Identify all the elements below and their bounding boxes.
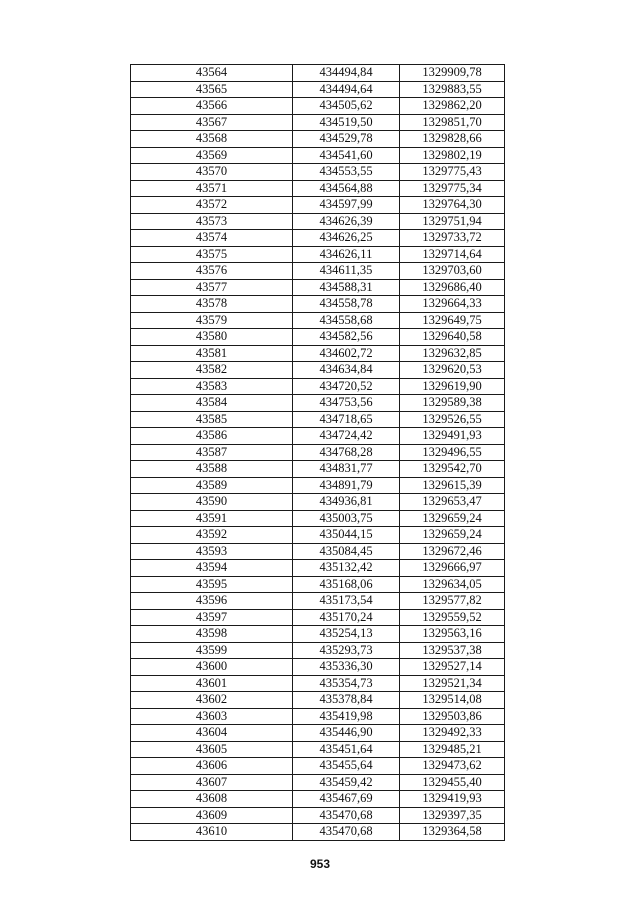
y-coordinate-cell: 1329492,33 <box>400 725 505 742</box>
x-coordinate-cell: 435470,68 <box>293 824 400 841</box>
point-number-cell: 43600 <box>131 659 293 676</box>
table-row <box>131 98 505 115</box>
table-row <box>131 791 505 808</box>
x-coordinate-cell: 435336,30 <box>293 659 400 676</box>
y-coordinate-cell: 1329397,35 <box>400 807 505 824</box>
table-row <box>131 81 505 98</box>
y-coordinate-cell: 1329514,08 <box>400 692 505 709</box>
point-number-cell: 43603 <box>131 708 293 725</box>
x-coordinate-cell: 435354,73 <box>293 675 400 692</box>
y-coordinate-cell: 1329503,86 <box>400 708 505 725</box>
point-number-cell: 43601 <box>131 675 293 692</box>
y-coordinate-cell: 1329649,75 <box>400 312 505 329</box>
x-coordinate-cell: 434519,50 <box>293 114 400 131</box>
coordinates-table <box>130 64 505 841</box>
table-row <box>131 230 505 247</box>
point-number-cell: 43566 <box>131 98 293 115</box>
y-coordinate-cell: 1329653,47 <box>400 494 505 511</box>
coordinates-table-body <box>131 65 505 841</box>
y-coordinate-cell: 1329537,38 <box>400 642 505 659</box>
x-coordinate-cell: 434936,81 <box>293 494 400 511</box>
x-coordinate-cell: 434626,25 <box>293 230 400 247</box>
x-coordinate-cell: 434597,99 <box>293 197 400 214</box>
point-number-cell: 43602 <box>131 692 293 709</box>
point-number-cell: 43577 <box>131 279 293 296</box>
table-row <box>131 378 505 395</box>
x-coordinate-cell: 435170,24 <box>293 609 400 626</box>
table-row <box>131 147 505 164</box>
table-row <box>131 461 505 478</box>
x-coordinate-cell: 435467,69 <box>293 791 400 808</box>
x-coordinate-cell: 434602,72 <box>293 345 400 362</box>
point-number-cell: 43604 <box>131 725 293 742</box>
x-coordinate-cell: 435446,90 <box>293 725 400 742</box>
table-row <box>131 312 505 329</box>
table-row <box>131 659 505 676</box>
point-number-cell: 43590 <box>131 494 293 511</box>
point-number-cell: 43568 <box>131 131 293 148</box>
x-coordinate-cell: 435451,64 <box>293 741 400 758</box>
y-coordinate-cell: 1329883,55 <box>400 81 505 98</box>
table-row <box>131 345 505 362</box>
x-coordinate-cell: 435254,13 <box>293 626 400 643</box>
point-number-cell: 43578 <box>131 296 293 313</box>
point-number-cell: 43609 <box>131 807 293 824</box>
point-number-cell: 43583 <box>131 378 293 395</box>
table-row <box>131 263 505 280</box>
y-coordinate-cell: 1329802,19 <box>400 147 505 164</box>
table-row <box>131 725 505 742</box>
point-number-cell: 43607 <box>131 774 293 791</box>
y-coordinate-cell: 1329775,34 <box>400 180 505 197</box>
point-number-cell: 43572 <box>131 197 293 214</box>
y-coordinate-cell: 1329666,97 <box>400 560 505 577</box>
point-number-cell: 43581 <box>131 345 293 362</box>
y-coordinate-cell: 1329764,30 <box>400 197 505 214</box>
point-number-cell: 43606 <box>131 758 293 775</box>
x-coordinate-cell: 434564,88 <box>293 180 400 197</box>
point-number-cell: 43593 <box>131 543 293 560</box>
point-number-cell: 43591 <box>131 510 293 527</box>
point-number-cell: 43584 <box>131 395 293 412</box>
point-number-cell: 43570 <box>131 164 293 181</box>
table-row <box>131 576 505 593</box>
table-row <box>131 510 505 527</box>
table-row <box>131 180 505 197</box>
x-coordinate-cell: 434529,78 <box>293 131 400 148</box>
point-number-cell: 43589 <box>131 477 293 494</box>
page-number: 953 <box>309 857 331 871</box>
point-number-cell: 43569 <box>131 147 293 164</box>
x-coordinate-cell: 434768,28 <box>293 444 400 461</box>
table-row <box>131 246 505 263</box>
x-coordinate-cell: 434720,52 <box>293 378 400 395</box>
y-coordinate-cell: 1329491,93 <box>400 428 505 445</box>
table-row <box>131 164 505 181</box>
point-number-cell: 43580 <box>131 329 293 346</box>
table-row <box>131 477 505 494</box>
y-coordinate-cell: 1329364,58 <box>400 824 505 841</box>
table-row <box>131 395 505 412</box>
x-coordinate-cell: 435173,54 <box>293 593 400 610</box>
y-coordinate-cell: 1329862,20 <box>400 98 505 115</box>
point-number-cell: 43582 <box>131 362 293 379</box>
y-coordinate-cell: 1329828,66 <box>400 131 505 148</box>
y-coordinate-cell: 1329521,34 <box>400 675 505 692</box>
x-coordinate-cell: 435293,73 <box>293 642 400 659</box>
table-row <box>131 494 505 511</box>
table-row <box>131 626 505 643</box>
y-coordinate-cell: 1329615,39 <box>400 477 505 494</box>
point-number-cell: 43565 <box>131 81 293 98</box>
y-coordinate-cell: 1329714,64 <box>400 246 505 263</box>
point-number-cell: 43586 <box>131 428 293 445</box>
y-coordinate-cell: 1329686,40 <box>400 279 505 296</box>
y-coordinate-cell: 1329527,14 <box>400 659 505 676</box>
table-row <box>131 213 505 230</box>
table-row <box>131 444 505 461</box>
table-row <box>131 279 505 296</box>
x-coordinate-cell: 434494,84 <box>293 65 400 82</box>
table-row <box>131 741 505 758</box>
x-coordinate-cell: 434718,65 <box>293 411 400 428</box>
point-number-cell: 43585 <box>131 411 293 428</box>
y-coordinate-cell: 1329733,72 <box>400 230 505 247</box>
point-number-cell: 43599 <box>131 642 293 659</box>
y-coordinate-cell: 1329496,55 <box>400 444 505 461</box>
x-coordinate-cell: 435003,75 <box>293 510 400 527</box>
x-coordinate-cell: 435132,42 <box>293 560 400 577</box>
table-row <box>131 609 505 626</box>
point-number-cell: 43576 <box>131 263 293 280</box>
table-row <box>131 411 505 428</box>
point-number-cell: 43564 <box>131 65 293 82</box>
point-number-cell: 43571 <box>131 180 293 197</box>
x-coordinate-cell: 435378,84 <box>293 692 400 709</box>
table-row <box>131 131 505 148</box>
point-number-cell: 43587 <box>131 444 293 461</box>
x-coordinate-cell: 434494,64 <box>293 81 400 98</box>
point-number-cell: 43598 <box>131 626 293 643</box>
point-number-cell: 43579 <box>131 312 293 329</box>
y-coordinate-cell: 1329473,62 <box>400 758 505 775</box>
y-coordinate-cell: 1329542,70 <box>400 461 505 478</box>
x-coordinate-cell: 434634,84 <box>293 362 400 379</box>
x-coordinate-cell: 434891,79 <box>293 477 400 494</box>
point-number-cell: 43608 <box>131 791 293 808</box>
x-coordinate-cell: 434541,60 <box>293 147 400 164</box>
table-row <box>131 197 505 214</box>
table-row <box>131 758 505 775</box>
table-row <box>131 642 505 659</box>
x-coordinate-cell: 434505,62 <box>293 98 400 115</box>
y-coordinate-cell: 1329634,05 <box>400 576 505 593</box>
table-row <box>131 527 505 544</box>
y-coordinate-cell: 1329620,53 <box>400 362 505 379</box>
y-coordinate-cell: 1329659,24 <box>400 527 505 544</box>
y-coordinate-cell: 1329659,24 <box>400 510 505 527</box>
point-number-cell: 43595 <box>131 576 293 593</box>
table-row <box>131 708 505 725</box>
table-row <box>131 824 505 841</box>
x-coordinate-cell: 434724,42 <box>293 428 400 445</box>
y-coordinate-cell: 1329455,40 <box>400 774 505 791</box>
point-number-cell: 43588 <box>131 461 293 478</box>
table-row <box>131 593 505 610</box>
table-row <box>131 807 505 824</box>
x-coordinate-cell: 434582,56 <box>293 329 400 346</box>
x-coordinate-cell: 434553,55 <box>293 164 400 181</box>
y-coordinate-cell: 1329703,60 <box>400 263 505 280</box>
y-coordinate-cell: 1329632,85 <box>400 345 505 362</box>
y-coordinate-cell: 1329640,58 <box>400 329 505 346</box>
x-coordinate-cell: 434753,56 <box>293 395 400 412</box>
x-coordinate-cell: 435168,06 <box>293 576 400 593</box>
x-coordinate-cell: 434558,78 <box>293 296 400 313</box>
point-number-cell: 43574 <box>131 230 293 247</box>
y-coordinate-cell: 1329526,55 <box>400 411 505 428</box>
point-number-cell: 43567 <box>131 114 293 131</box>
y-coordinate-cell: 1329851,70 <box>400 114 505 131</box>
x-coordinate-cell: 434626,11 <box>293 246 400 263</box>
x-coordinate-cell: 435459,42 <box>293 774 400 791</box>
point-number-cell: 43596 <box>131 593 293 610</box>
y-coordinate-cell: 1329485,21 <box>400 741 505 758</box>
table-row <box>131 329 505 346</box>
x-coordinate-cell: 435470,68 <box>293 807 400 824</box>
y-coordinate-cell: 1329563,16 <box>400 626 505 643</box>
table-row <box>131 296 505 313</box>
x-coordinate-cell: 435084,45 <box>293 543 400 560</box>
x-coordinate-cell: 434831,77 <box>293 461 400 478</box>
y-coordinate-cell: 1329909,78 <box>400 65 505 82</box>
table-row <box>131 774 505 791</box>
point-number-cell: 43573 <box>131 213 293 230</box>
y-coordinate-cell: 1329751,94 <box>400 213 505 230</box>
point-number-cell: 43597 <box>131 609 293 626</box>
table-row <box>131 362 505 379</box>
y-coordinate-cell: 1329559,52 <box>400 609 505 626</box>
point-number-cell: 43594 <box>131 560 293 577</box>
point-number-cell: 43610 <box>131 824 293 841</box>
table-row <box>131 675 505 692</box>
y-coordinate-cell: 1329664,33 <box>400 296 505 313</box>
table-row <box>131 560 505 577</box>
point-number-cell: 43575 <box>131 246 293 263</box>
y-coordinate-cell: 1329577,82 <box>400 593 505 610</box>
x-coordinate-cell: 434626,39 <box>293 213 400 230</box>
x-coordinate-cell: 434611,35 <box>293 263 400 280</box>
x-coordinate-cell: 434588,31 <box>293 279 400 296</box>
point-number-cell: 43605 <box>131 741 293 758</box>
x-coordinate-cell: 434558,68 <box>293 312 400 329</box>
y-coordinate-cell: 1329672,46 <box>400 543 505 560</box>
table-row <box>131 65 505 82</box>
x-coordinate-cell: 435044,15 <box>293 527 400 544</box>
y-coordinate-cell: 1329619,90 <box>400 378 505 395</box>
table-row <box>131 114 505 131</box>
table-row <box>131 692 505 709</box>
point-number-cell: 43592 <box>131 527 293 544</box>
x-coordinate-cell: 435419,98 <box>293 708 400 725</box>
table-row <box>131 543 505 560</box>
y-coordinate-cell: 1329419,93 <box>400 791 505 808</box>
y-coordinate-cell: 1329589,38 <box>400 395 505 412</box>
x-coordinate-cell: 435455,64 <box>293 758 400 775</box>
table-row <box>131 428 505 445</box>
y-coordinate-cell: 1329775,43 <box>400 164 505 181</box>
